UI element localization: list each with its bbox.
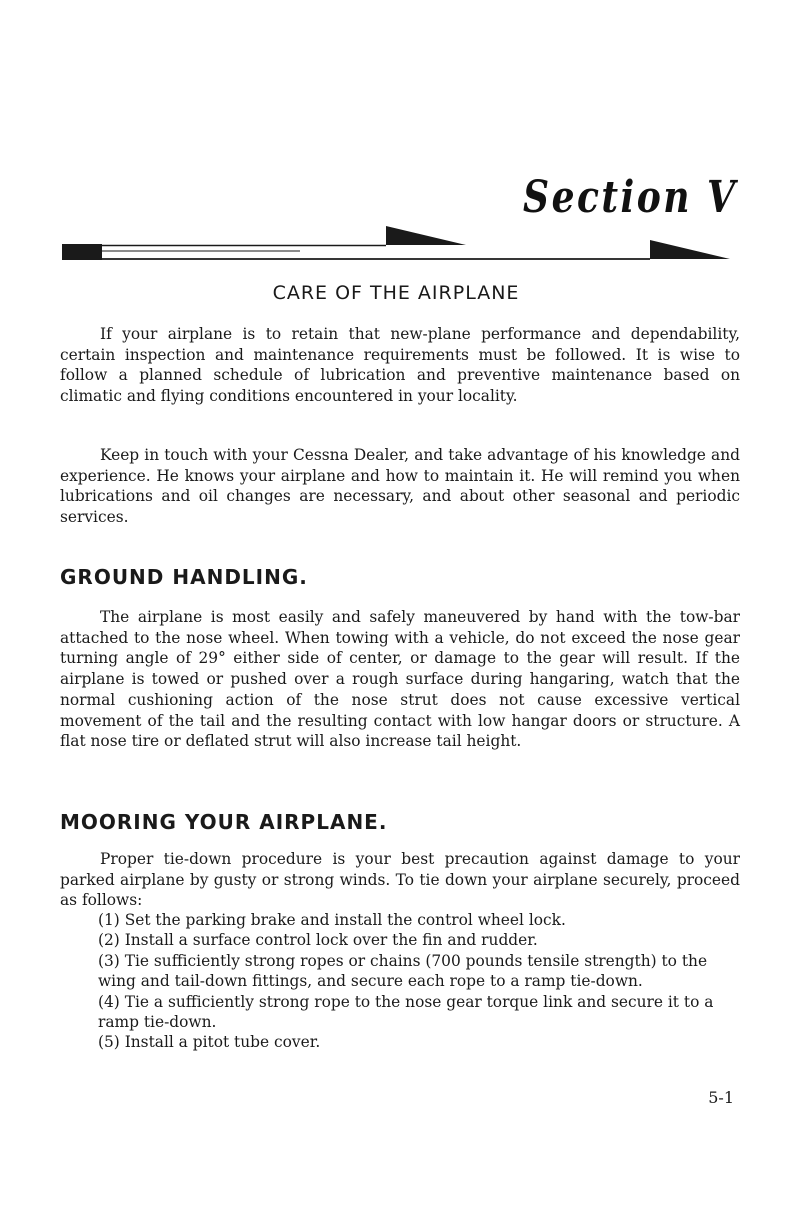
rule-arrow-2 [650, 240, 730, 259]
mooring-step: (5) Install a pitot tube cover. [98, 1033, 321, 1052]
chapter-heading: CARE OF THE AIRPLANE [272, 282, 520, 304]
mooring-steps-list [98, 910, 738, 1053]
mooring-step: (3) Tie sufficiently strong ropes or chains (700 pounds tensile strength) to the wing and tail-down fittings, and secure each rope to a ramp tie-down. [98, 951, 708, 991]
mooring-step: (4) Tie a sufficiently strong rope to the nose gear torque link and secure it to a ramp tie-down. [98, 992, 714, 1032]
rule-left-block [62, 244, 102, 260]
intro-paragraph-2-text: Keep in touch with your Cessna Dealer, and take advantage of his knowledge and experience. He knows your airplane and how to maintain it. He will remind you when lubrications and oil changes are necessary, and about other seasonal and periodic services. [60, 446, 740, 527]
section-rule-graphic [0, 0, 792, 280]
ground-handling-paragraph [60, 607, 740, 752]
mooring-paragraph-text: Proper tie-down procedure is your best precaution against damage to your parked airplane by gusty or strong winds. To tie down your airplane securely, proceed as follows: [60, 850, 740, 910]
rule-arrow-1 [386, 226, 466, 245]
ground-handling-heading: GROUND HANDLING. [60, 565, 308, 589]
intro-paragraph-1 [60, 324, 740, 407]
section-title: Section V [522, 172, 737, 223]
intro-paragraph-1-text: If your airplane is to retain that new-plane performance and dependability, certain inspection and maintenance requirements must be followed. It is wise to follow a planned schedule of lubrication and preventive maintenance based on climatic and flying conditions encountered in your locality. [60, 325, 740, 406]
mooring-paragraph [60, 849, 740, 911]
mooring-step: (2) Install a surface control lock over the fin and rudder. [98, 931, 538, 950]
mooring-step: (1) Set the parking brake and install the control wheel lock. [98, 911, 566, 929]
intro-paragraph-2 [60, 445, 740, 528]
page-number: 5-1 [708, 1088, 734, 1107]
ground-handling-paragraph-text: The airplane is most easily and safely maneuvered by hand with the tow-bar attached to the nose wheel. When towing with a vehicle, do not exceed the nose gear turning angle of 29° either side of center, or damage to the gear will result. If the airplane is towed or pushed over a rough surface during hangaring, watch that the normal cushioning action of the nose strut does not cause excessive vertical movement of the tail and the resulting contact with low hangar doors or structure. A flat nose tire or deflated strut will also increase tail height. [60, 608, 740, 751]
mooring-heading: MOORING YOUR AIRPLANE. [60, 810, 388, 834]
